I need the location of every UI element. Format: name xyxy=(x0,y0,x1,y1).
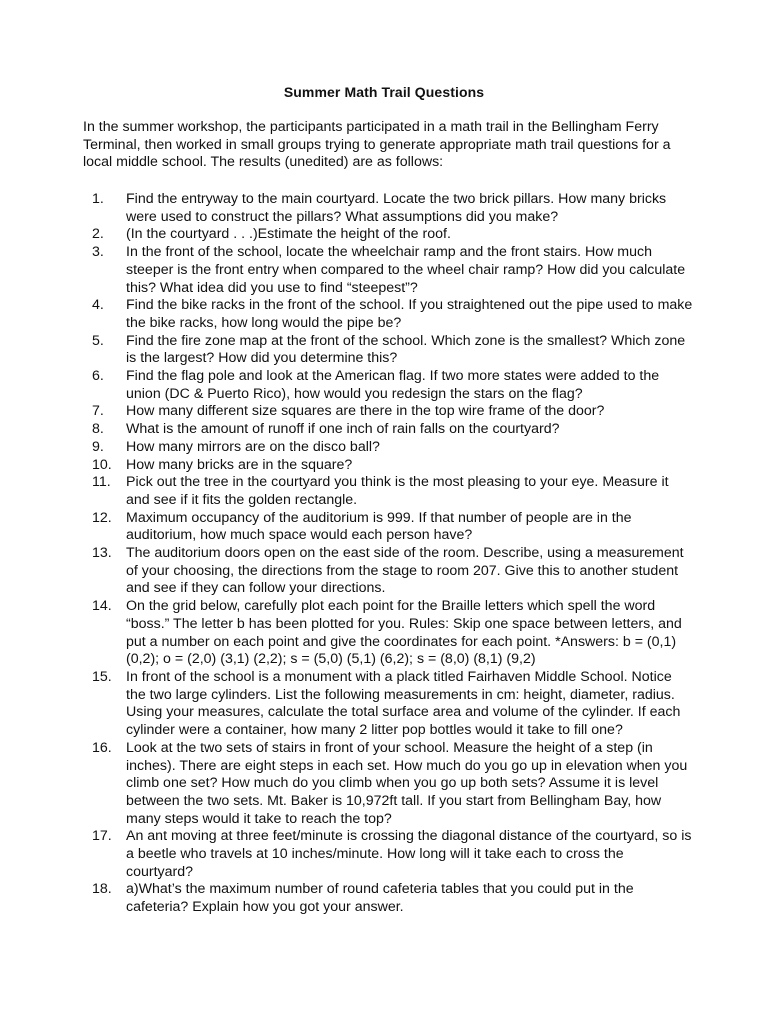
question-number: 4. xyxy=(92,297,104,314)
question-text: (In the courtyard . . .)Estimate the height of the roof. xyxy=(126,226,451,243)
question-text: In front of the school is a monument with a plack titled Fairhaven Middle School. Notice the two large cylinders. List the following measurements in cm: height, diameter, radius. Using your measures, calculate the total surface area and volume of the cylinder. If each cylinder were a container, how many 2 litter pop bottles would it take to fill one? xyxy=(126,668,681,739)
question-number: 16. xyxy=(92,739,112,756)
question-text: Find the flag pole and look at the American flag. If two more states were added to the union (DC & Puerto Rico), how would you redesign the stars on the flag? xyxy=(126,368,660,402)
question-text: What is the amount of runoff if one inch of rain falls on the courtyard? xyxy=(126,421,560,438)
question-number: 10. xyxy=(92,456,112,473)
question-number: 9. xyxy=(92,438,104,455)
question-number: 18. xyxy=(92,881,112,898)
question-item xyxy=(0,226,768,244)
question-item xyxy=(0,244,768,297)
question-number: 12. xyxy=(92,509,112,526)
question-text: In the front of the school, locate the wheelchair ramp and the front stairs. How much steeper is the front entry when compared to the wheel chair ramp? How did you calculate this? What idea did you use to find “steepest”? xyxy=(126,244,686,296)
question-number: 11. xyxy=(92,474,111,491)
question-list xyxy=(0,191,768,917)
question-item xyxy=(0,881,768,916)
question-text: How many bricks are in the square? xyxy=(126,456,353,473)
question-number: 7. xyxy=(92,403,104,420)
question-text: Pick out the tree in the courtyard you think is the most pleasing to your eye. Measure it and see if it fits the golden rectangle. xyxy=(126,474,669,508)
question-item xyxy=(0,669,768,740)
question-item xyxy=(0,333,768,368)
question-text: The auditorium doors open on the east side of the room. Describe, using a measurement of your choosing, the directions from the stage to room 207. Give this to another student and see if they can follow your directions. xyxy=(126,545,684,597)
question-item xyxy=(0,403,768,421)
question-item xyxy=(0,457,768,475)
question-item xyxy=(0,191,768,226)
question-text: Find the bike racks in the front of the school. If you straightened out the pipe used to make the bike racks, how long would the pipe be? xyxy=(126,297,693,331)
question-item xyxy=(0,510,768,545)
question-item xyxy=(0,598,768,669)
question-item xyxy=(0,740,768,829)
question-item xyxy=(0,545,768,598)
question-number: 6. xyxy=(92,368,104,385)
question-number: 5. xyxy=(92,332,104,349)
question-item xyxy=(0,421,768,439)
question-number: 2. xyxy=(92,226,104,243)
question-number: 1. xyxy=(92,191,104,207)
question-number: 13. xyxy=(92,545,112,562)
question-text: Find the fire zone map at the front of the school. Which zone is the smallest? Which zone is the largest? How did you determine this? xyxy=(126,332,686,367)
question-text: An ant moving at three feet/minute is crossing the diagonal distance of the courtyard, so is a beetle who travels at 10 inches/minute. How long will it take each to cross the courtyard? xyxy=(126,828,692,880)
question-number: 17. xyxy=(92,828,112,845)
question-item xyxy=(0,368,768,403)
page-title: Summer Math Trail Questions xyxy=(283,84,485,100)
question-text: On the grid below, carefully plot each point for the Braille letters which spell the word “boss.” The letter b has been plotted for you. Rules: Skip one space between letters, and put a number on each point and give the coordinates for each point. *Answers: b = (0,1) (0,2); o = (2,0) (3,1) (2,2); s = (5,0) (5,1) (6,2); s = (8,0) (8,1) (9,2) xyxy=(126,598,682,668)
question-item xyxy=(0,474,768,509)
question-number: 15. xyxy=(92,668,112,685)
question-item xyxy=(0,828,768,881)
question-text: How many different size squares are there in the top wire frame of the door? xyxy=(126,403,605,420)
intro-paragraph: In the summer workshop, the participants participated in a math trail in the Bellingham Ferry Terminal, then worked in small groups trying to generate appropriate math trail questions for a local middle school. The results (unedited) are as follows: xyxy=(83,119,671,171)
question-number: 3. xyxy=(92,244,104,261)
question-number: 8. xyxy=(92,421,104,438)
question-text: Look at the two sets of stairs in front of your school. Measure the height of a step (in inches). There are eight steps in each set. How much do you go up in elevation when you climb one set? How much do you climb when you go up both sets? Assume it is level between the two sets. Mt. Baker is 10,972ft tall. If you start from Bellingham Bay, how many steps would it take to reach the top? xyxy=(126,739,688,827)
question-text: Maximum occupancy of the auditorium is 999. If that number of people are in the auditorium, how much space would each person have? xyxy=(126,509,632,544)
question-number: 14. xyxy=(92,598,112,615)
question-text: Find the entryway to the main courtyard. Locate the two brick pillars. How many bricks were used to construct the pillars? What assumptions did you make? xyxy=(126,191,667,225)
question-item xyxy=(0,439,768,457)
question-text: a)What’s the maximum number of round cafeteria tables that you could put in the cafeteria? Explain how you got your answer. xyxy=(126,881,634,916)
question-item xyxy=(0,297,768,332)
question-text: How many mirrors are on the disco ball? xyxy=(126,438,380,455)
